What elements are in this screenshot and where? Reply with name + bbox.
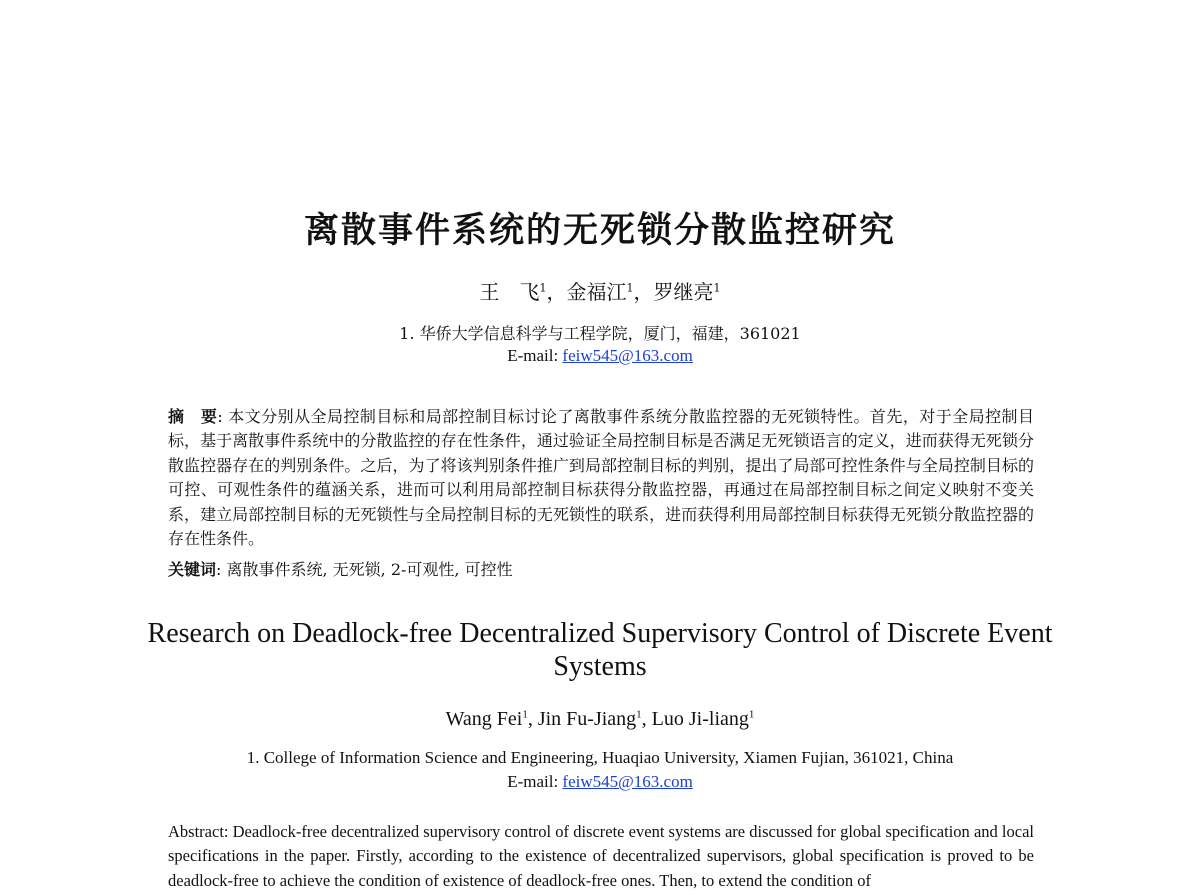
- chinese-keywords: [168, 557, 1034, 580]
- author-separator: ,: [641, 708, 652, 730]
- abstract-text: : 本文分别从全局控制目标和局部控制目标讨论了离散事件系统分散监控器的无死锁特性。首先，对于全局控制目标，基于离散事件系统中的分散监控的存在性条件，通过验证全局控制目标是否满足无死锁语言的定义，进而获得无死锁分散监控器存在的判别条件。之后，为了将该判别条件推广到局部控制目标的判别，提出了局部可控性条件与全局控制目标的可控、可观性条件的蕴涵关系，进而可以利用局部控制目标获得分散监控器，再通过在局部控制目标之间定义映射不变关系，建立局部控制目标的无死锁性与全局控制目标的无死锁性的联系，进而获得利用局部控制目标获得无死锁分散监控器的存在性条件。: [168, 407, 1034, 549]
- keywords-label: 关键词: [168, 560, 217, 579]
- chinese-abstract: [168, 405, 1034, 551]
- chinese-author-2: 金福江$^1$: [566, 280, 634, 304]
- abstract-label: 摘 要: [168, 407, 218, 426]
- english-author-3: Luo Ji-liang$^1$: [651, 708, 755, 730]
- chinese-author-1: 王 飞$^1$: [479, 280, 547, 304]
- english-affiliation: 1. College of Information Science and Engineering, Huaqiao University, Xiamen Fujian, 361021, China: [246, 748, 954, 767]
- english-author-2: Jin Fu-Jiang$^1$: [537, 708, 642, 730]
- chinese-affiliation: 1. 华侨大学信息科学与工程学院，厦门，福建，361021: [399, 324, 801, 343]
- english-abstract: Abstract: Deadlock-free decentralized supervisory control of discrete event systems are discussed for global specification and local specifications in the paper. Firstly, according to the existence of decentralized supervisors, global specification is proved to be deadlock-free to achieve the condition of existence of deadlock-free ones. Then, to extend the condition of: [168, 822, 1034, 890]
- chinese-author-3: 罗继亮$^1$: [653, 280, 721, 304]
- chinese-authors: [0, 276, 1200, 305]
- chinese-email-line: [0, 346, 1200, 366]
- author-separator: ，: [546, 280, 567, 304]
- keywords-text: : 离散事件系统, 无死锁, 2-可观性, 可控性: [216, 560, 513, 579]
- email-link[interactable]: feiw545@163.com: [562, 346, 693, 365]
- author-separator: ，: [633, 280, 654, 304]
- english-author-1: Wang Fei$^1$: [445, 708, 528, 730]
- email-label: E-mail:: [507, 346, 563, 365]
- email-label: E-mail:: [507, 772, 563, 791]
- chinese-title: 离散事件系统的无死锁分散监控研究: [303, 211, 896, 251]
- author-separator: ,: [527, 708, 538, 730]
- email-link[interactable]: feiw545@163.com: [562, 772, 693, 791]
- english-email-line: [0, 772, 1200, 792]
- english-authors: [0, 708, 1200, 731]
- english-title: Research on Deadlock-free Decentralized Supervisory Control of Discrete Event Systems: [147, 618, 1053, 682]
